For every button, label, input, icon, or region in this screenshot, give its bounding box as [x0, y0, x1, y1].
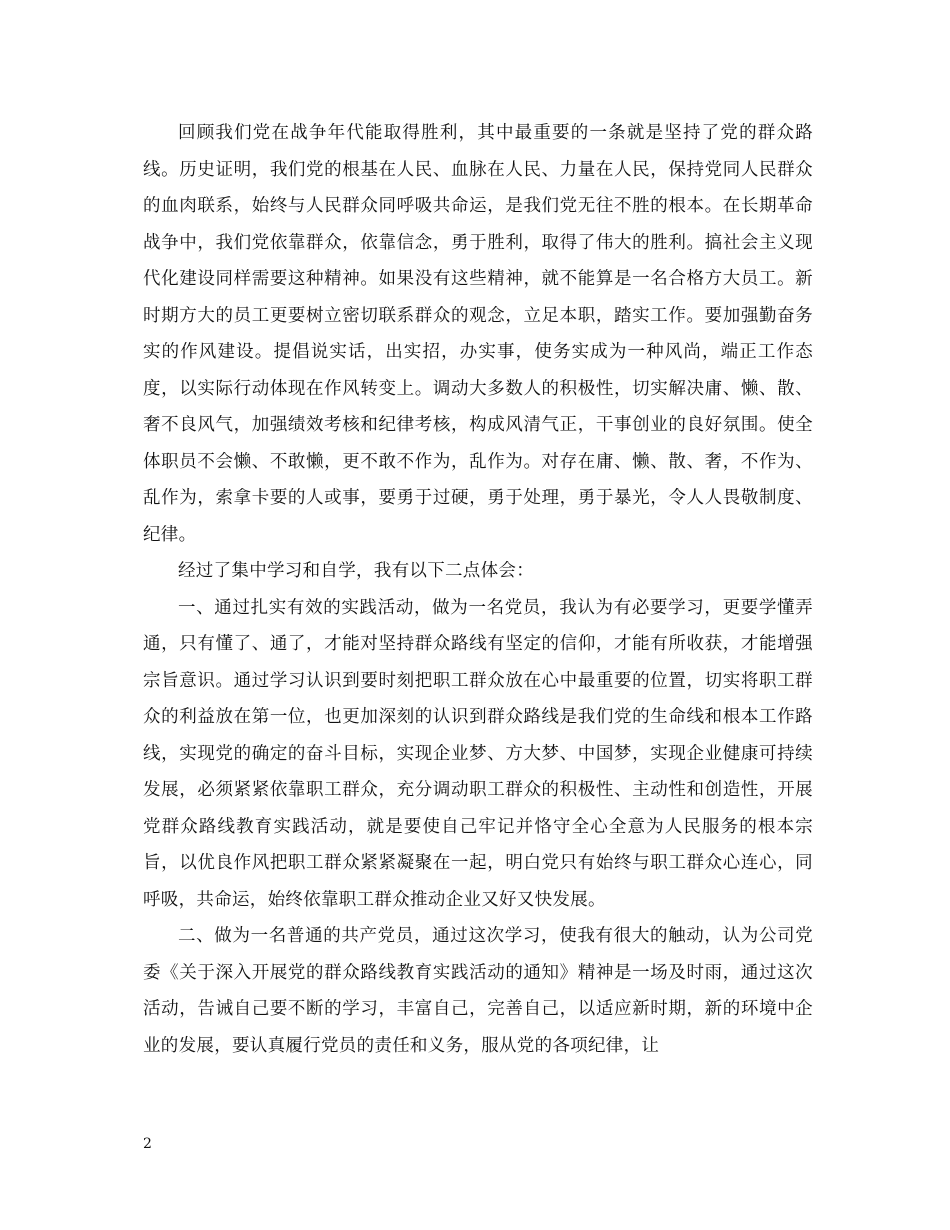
- paragraph-4: 二、做为一名普通的共产党员，通过这次学习，使我有很大的触动，认为公司党委《关于深入开展党的群众路线教育实践活动的通知》精神是一场及时雨，通过这次活动，告诫自己要不断的学习，丰富自己，完善自己，以适应新时期，新的环境中企业的发展，要认真履行党员的责任和义务，服从党的各项纪律，让: [143, 926, 813, 1056]
- paragraph-3: 一、通过扎实有效的实践活动，做为一名党员，我认为有必要学习，更要学懂弄通，只有懂了、通了，才能对坚持群众路线有坚定的信仰，才能有所收获，才能增强宗旨意识。通过学习认识到要时刻把职工群众放在心中最重要的位置，切实将职工群众的利益放在第一位，也更加深刻的认识到群众路线是我们党的生命线和根本工作路线，实现党的确定的奋斗目标，实现企业梦、方大梦、中国梦，实现企业健康可持续发展，必须紧紧依靠职工群众，充分调动职工群众的积极性、主动性和创造性，开展党群众路线教育实践活动，就是要使自己牢记并恪守全心全意为人民服务的根本宗旨，以优良作风把职工群众紧紧凝聚在一起，明白党只有始终与职工群众心连心，同呼吸，共命运，始终依靠职工群众推动企业又好又快发展。: [143, 597, 813, 910]
- document-body: [143, 115, 813, 1064]
- paragraph-1: 回顾我们党在战争年代能取得胜利，其中最重要的一条就是坚持了党的群众路线。历史证明，我们党的根基在人民、血脉在人民、力量在人民，保持党同人民群众的血肉联系，始终与人民群众同呼吸共命运，是我们党无往不胜的根本。在长期革命战争中，我们党依靠群众，依靠信念，勇于胜利，取得了伟大的胜利。搞社会主义现代化建设同样需要这种精神。如果没有这些精神，就不能算是一名合格方大员工。新时期方大的员工更要树立密切联系群众的观念，立足本职，踏实工作。要加强勤奋务实的作风建设。提倡说实话，出实招，办实事，使务实成为一种风尚，端正工作态度，以实际行动体现在作风转变上。调动大多数人的积极性，切实解决庸、懒、散、奢不良风气，加强绩效考核和纪律考核，构成风清气正，干事创业的良好氛围。使全体职员不会懒、不敢懒，更不敢不作为，乱作为。对存在庸、懒、散、奢，不作为、乱作为，索拿卡要的人或事，要勇于过硬，勇于处理，勇于暴光，令人人畏敬制度、纪律。: [143, 123, 813, 545]
- paragraph-2: 经过了集中学习和自学，我有以下二点体会：: [178, 561, 534, 581]
- page-number: 2: [143, 1136, 152, 1152]
